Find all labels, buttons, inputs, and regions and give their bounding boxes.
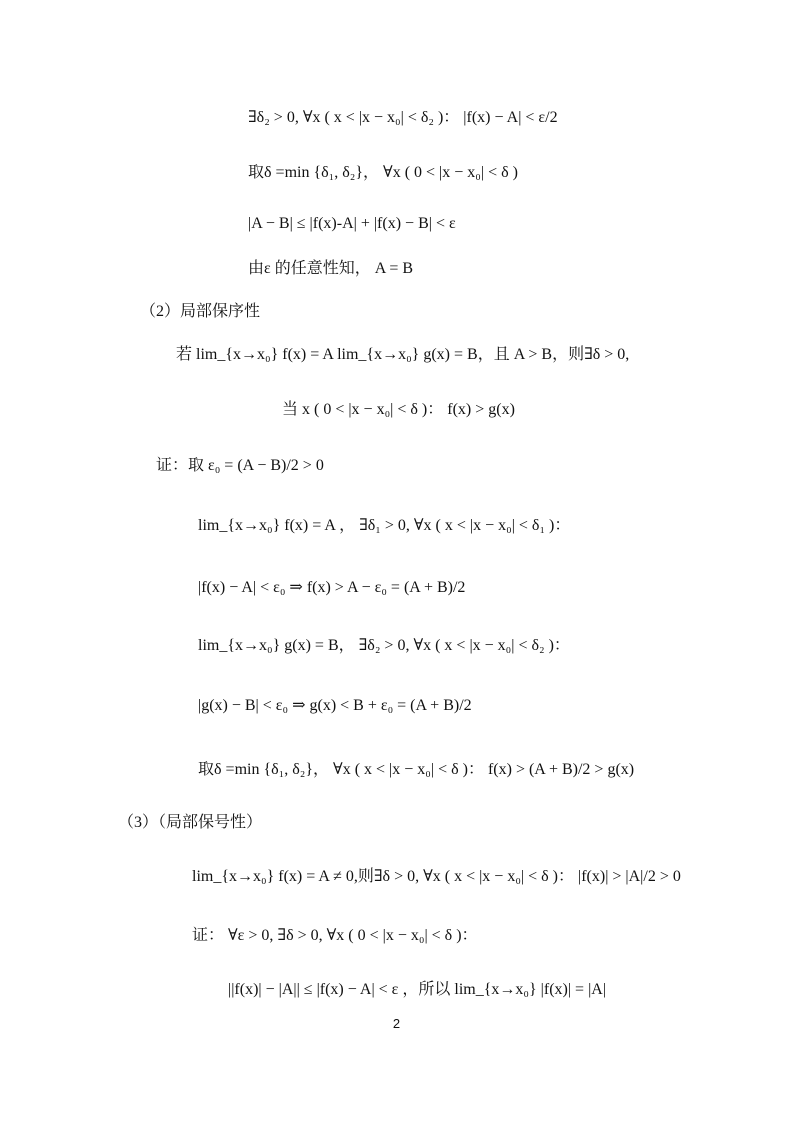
text-line-11: lim_{x→x₀} g(x) = B， ∃δ₂ > 0, ∀x ( x < |x − x₀| < δ₂ )：: [198, 637, 570, 654]
text-line-2: 取δ =min {δ₁, δ₂}， ∀x ( 0 < |x − x₀| < δ ): [248, 164, 518, 181]
text-line-6: 若 lim_{x→x₀} f(x) = A lim_{x→x₀} g(x) = B，且 A > B，则∃δ > 0,: [176, 346, 630, 363]
section-heading-2: （2）局部保序性: [140, 303, 261, 320]
text-line-13: 取δ =min {δ₁, δ₂}， ∀x ( x < |x − x₀| < δ )： f(x) > (A + B)/2 > g(x): [198, 761, 635, 778]
text-line-10: |f(x) − A| < ε₀ ⇒ f(x) > A − ε₀ = (A + B)/2: [198, 579, 466, 596]
text-line-16: 证： ∀ε > 0, ∃δ > 0, ∀x ( 0 < |x − x₀| < δ )：: [192, 927, 478, 944]
text-line-17: ||f(x)| − |A|| ≤ |f(x) − A| < ε ，所以 lim_{x→x₀} |f(x)| = |A|: [228, 981, 607, 998]
text-line-9: lim_{x→x₀} f(x) = A ， ∃δ₁ > 0, ∀x ( x < |x − x₀| < δ₁ )：: [198, 517, 571, 534]
text-line-8: 证：取 ε₀ = (A − B)/2 > 0: [156, 457, 324, 474]
page-number: 2: [392, 1016, 401, 1031]
text-line-12: |g(x) − B| < ε₀ ⇒ g(x) < B + ε₀ = (A + B)/2: [198, 697, 472, 714]
text-line-7: 当 x ( 0 < |x − x₀| < δ )： f(x) > g(x): [282, 401, 515, 418]
text-line-1: ∃δ₂ > 0, ∀x ( x < |x − x₀| < δ₂ )： |f(x) − A| < ε/2: [248, 109, 558, 126]
text-line-3: |A − B| ≤ |f(x)-A| + |f(x) − B| < ε: [248, 215, 456, 232]
text-line-4: 由ε 的任意性知， A = B: [248, 260, 414, 277]
text-line-15: lim_{x→x₀} f(x) = A ≠ 0,则∃δ > 0, ∀x ( x < |x − x₀| < δ )： |f(x)| > |A|/2 > 0: [192, 868, 681, 885]
section-heading-3: （3）（局部保号性）: [118, 814, 263, 831]
